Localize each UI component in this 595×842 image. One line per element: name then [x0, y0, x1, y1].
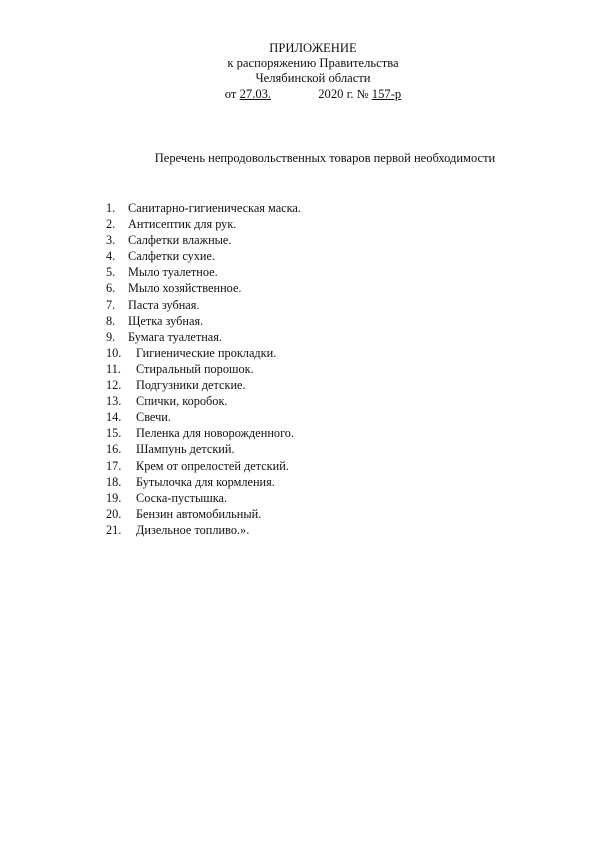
item-text: Бутылочка для кормления. — [136, 474, 275, 489]
item-number: 21. — [106, 522, 122, 537]
item-number: 14. — [106, 410, 122, 425]
item-text: Подгузники детские. — [136, 378, 246, 393]
date-prefix: от — [224, 86, 237, 101]
list-item — [106, 425, 301, 441]
item-number: 6. — [106, 281, 116, 296]
item-number: 4. — [106, 249, 116, 264]
item-number: 18. — [106, 474, 122, 489]
list-item — [106, 248, 301, 264]
list-item — [106, 313, 301, 329]
date-value: 27.03. — [239, 86, 272, 101]
item-number: 13. — [106, 394, 122, 409]
list-item — [106, 329, 301, 345]
item-text: Салфетки влажные. — [128, 233, 232, 248]
item-number: 3. — [106, 233, 116, 248]
list-item — [106, 409, 301, 425]
item-text: Пеленка для новорожденного. — [136, 426, 295, 441]
list-item — [106, 232, 301, 248]
appendix-region: Челябинской области — [255, 71, 371, 86]
goods-list — [106, 200, 301, 538]
item-number: 9. — [106, 329, 116, 344]
list-item — [106, 345, 301, 361]
item-text: Шампунь детский. — [136, 442, 235, 457]
item-text: Спички, коробок. — [136, 394, 228, 409]
appendix-subtitle: к распоряжению Правительства — [227, 56, 399, 71]
list-item — [106, 458, 301, 474]
list-item — [106, 280, 301, 296]
item-number: 15. — [106, 426, 122, 441]
item-text: Свечи. — [136, 410, 171, 425]
item-text: Паста зубная. — [128, 297, 200, 312]
item-number: 7. — [106, 297, 116, 312]
order-number: 157-р — [371, 86, 402, 101]
item-number: 19. — [106, 490, 122, 505]
item-number: 2. — [106, 217, 116, 232]
item-number: 12. — [106, 378, 122, 393]
list-item — [106, 297, 301, 313]
item-number: 17. — [106, 458, 122, 473]
item-text: Соска-пустышка. — [136, 490, 228, 505]
item-number: 11. — [106, 361, 121, 376]
item-text: Дизельное топливо.». — [136, 522, 250, 537]
item-number: 16. — [106, 442, 122, 457]
item-text: Салфетки сухие. — [128, 249, 216, 264]
list-item — [106, 506, 301, 522]
item-text: Бензин автомобильный. — [136, 506, 262, 521]
list-title: Перечень непродовольственных товаров первой необходимости — [154, 151, 496, 165]
item-text: Бумага туалетная. — [128, 329, 222, 344]
item-text: Крем от опрелостей детский. — [136, 458, 289, 473]
item-number: 1. — [106, 201, 116, 215]
item-text: Стиральный порошок. — [136, 361, 254, 376]
item-number: 20. — [106, 506, 122, 521]
item-text: Мыло хозяйственное. — [128, 281, 242, 296]
appendix-title: ПРИЛОЖЕНИЕ — [269, 41, 357, 55]
appendix-date-line — [203, 87, 423, 102]
item-text: Санитарно-гигиеническая маска. — [128, 201, 301, 215]
item-number: 5. — [106, 265, 116, 280]
appendix-header — [203, 41, 423, 102]
year-number-label: 2020 г. № — [318, 86, 369, 101]
list-item — [106, 200, 301, 216]
list-item — [106, 490, 301, 506]
list-item — [106, 393, 301, 409]
list-item — [106, 216, 301, 232]
item-number: 8. — [106, 313, 116, 328]
list-item — [106, 474, 301, 490]
item-text: Мыло туалетное. — [128, 265, 218, 280]
item-text: Антисептик для рук. — [128, 217, 237, 232]
item-text: Гигиенические прокладки. — [136, 345, 277, 360]
item-text: Щетка зубная. — [128, 313, 204, 328]
list-item — [106, 264, 301, 280]
list-item — [106, 361, 301, 377]
item-number: 10. — [106, 345, 122, 360]
list-item — [106, 377, 301, 393]
list-item — [106, 522, 301, 538]
list-item — [106, 441, 301, 457]
